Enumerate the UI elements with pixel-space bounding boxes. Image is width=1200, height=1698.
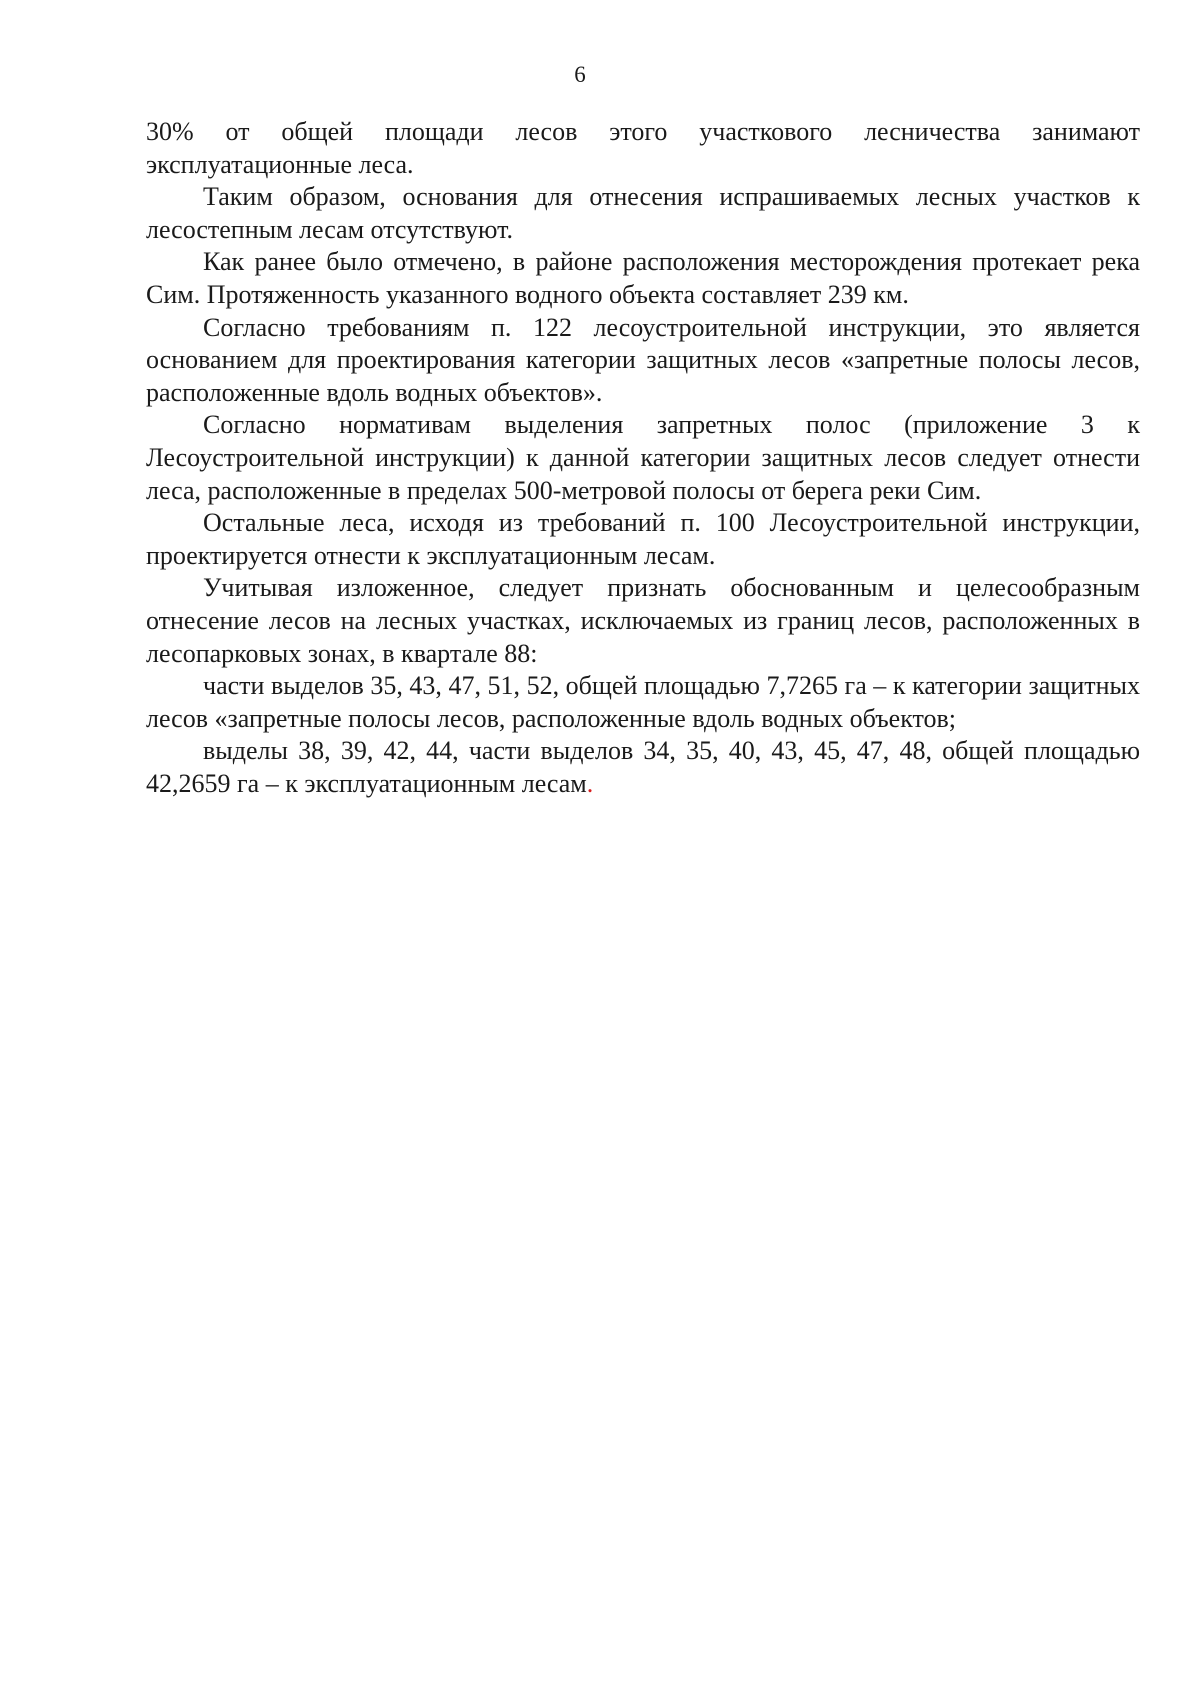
page-number: 6 (574, 62, 586, 87)
paragraph: Согласно нормативам выделения запретных полос (приложение 3 к Лесоустроительной инструкции) к данной категории защитных лесов следует отнести леса, расположенные в пределах 500-метровой полосы от берега реки Сим. (146, 410, 1140, 505)
paragraph: части выделов 35, 43, 47, 51, 52, общей площадью 7,7265 га – к категории защитных лесов «запретные полосы лесов, расположенные вдоль водных объектов; (146, 671, 1140, 733)
paragraph: Как ранее было отмечено, в районе расположения месторождения протекает река Сим. Протяженность указанного водного объекта составляет 239 км. (146, 247, 1140, 309)
final-paragraph (146, 735, 1140, 800)
paragraph: Согласно требованиям п. 122 лесоустроительной инструкции, это является основанием для проектирования категории защитных лесов «запретные полосы лесов, расположенные вдоль водных объектов». (146, 312, 1140, 407)
document-body (146, 116, 1140, 800)
paragraph: Таким образом, основания для отнесения испрашиваемых лесных участков к лесостепным лесам отсутствуют. (146, 182, 1140, 244)
paragraph: Учитывая изложенное, следует признать обоснованным и целесообразным отнесение лесов на лесных участках, исключаемых из границ лесов, расположенных в лесопарковых зонах, в квартале 88: (146, 573, 1140, 668)
paragraph: 30% от общей площади лесов этого участкового лесничества занимают эксплуатационные леса. (146, 117, 1140, 179)
final-period: . (586, 768, 594, 798)
paragraph: Остальные леса, исходя из требований п. 100 Лесоустроительной инструкции, проектируется отнести к эксплуатационным лесам. (146, 508, 1140, 570)
final-paragraph-text: выделы 38, 39, 42, 44, части выделов 34, 35, 40, 43, 45, 47, 48, общей площадью 42,2659 га – к эксплуатационным лесам (146, 736, 1140, 798)
